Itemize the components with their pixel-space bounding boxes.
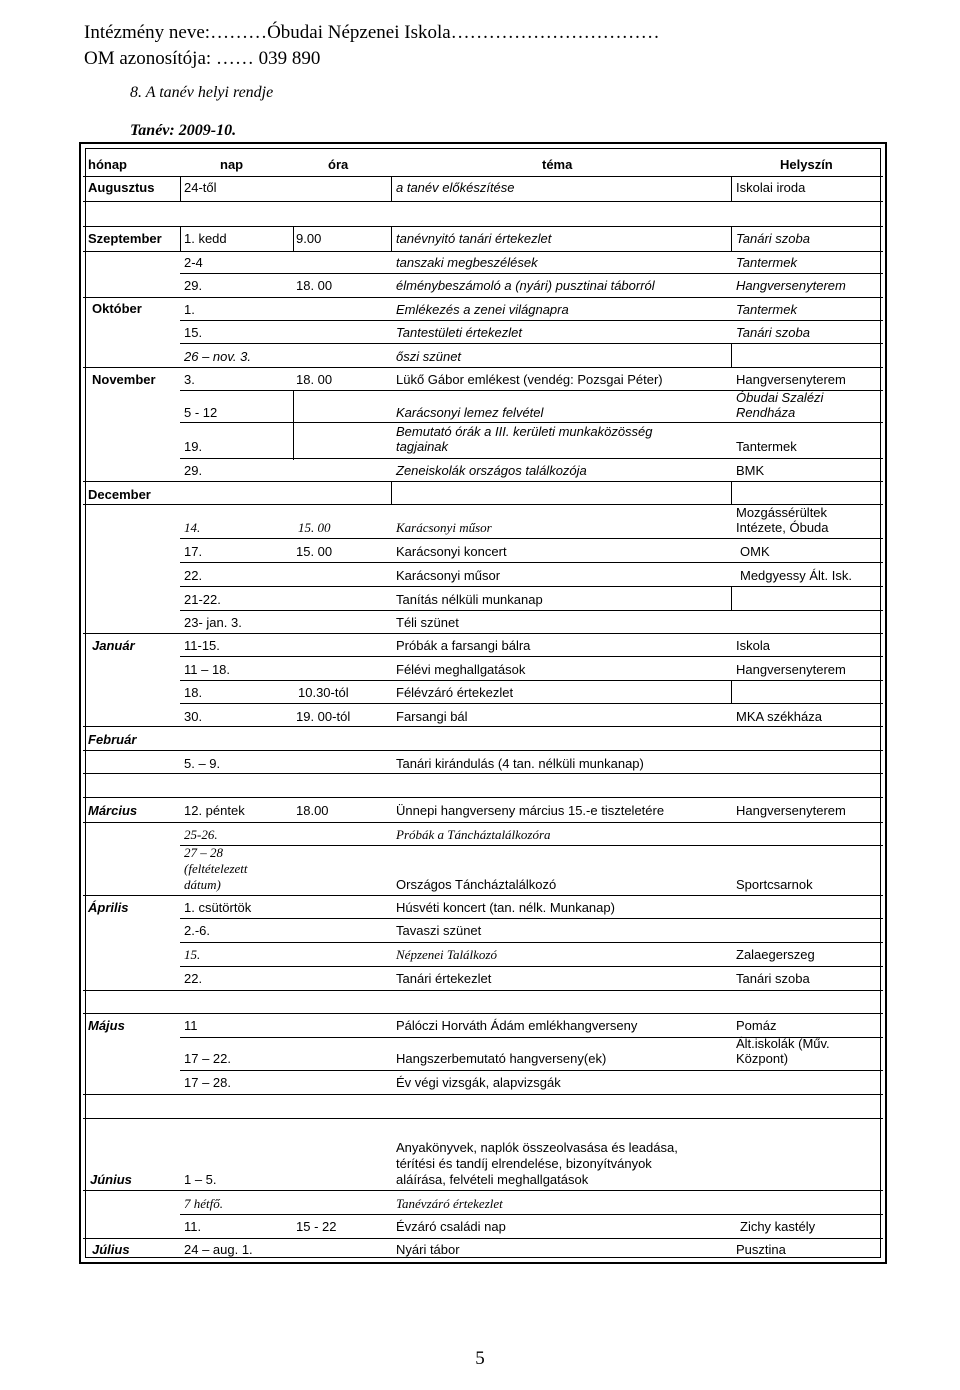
grid-line <box>293 390 294 460</box>
month-label: Február <box>88 732 137 747</box>
row-place: Intézete, Óbuda <box>736 520 829 535</box>
row-topic: Farsangi bál <box>396 709 468 724</box>
row-day: 29. <box>184 278 203 293</box>
row-place: Pusztina <box>736 1242 786 1257</box>
year-label: Tanév: 2009-10. <box>130 122 237 139</box>
row-day: 7 hétfő. <box>184 1196 223 1211</box>
row-topic: Karácsonyi műsor <box>396 568 501 583</box>
row-day: (feltételezett <box>184 861 248 876</box>
grid-line <box>83 297 883 298</box>
row-day: 5 - 12 <box>184 405 218 420</box>
section-title: 8. A tanév helyi rendje <box>130 84 274 101</box>
row-day: 18. <box>184 685 203 700</box>
row-time: 18. 00 <box>296 372 333 387</box>
month-label: Október <box>92 301 142 316</box>
row-topic: Pálóczi Horváth Ádám emlékhangverseny <box>396 1018 638 1033</box>
grid-line <box>180 1070 883 1071</box>
row-time: 19. 00-tól <box>296 709 351 724</box>
column-header-place: Helyszín <box>780 157 833 172</box>
row-topic: őszi szünet <box>396 349 462 364</box>
row-time: 15 - 22 <box>296 1219 337 1234</box>
row-place: Központ) <box>736 1051 789 1066</box>
grid-line <box>180 845 883 846</box>
month-label: Június <box>90 1172 132 1187</box>
month-label: Augusztus <box>88 180 155 195</box>
row-day: dátum) <box>184 877 221 892</box>
grid-line <box>180 320 883 321</box>
row-time: 18.00 <box>296 803 329 818</box>
grid-line <box>391 226 392 251</box>
grid-line <box>83 1190 883 1191</box>
row-place: Zalaegerszeg <box>736 947 815 962</box>
row-topic: tagjainak <box>396 439 449 454</box>
row-day: 2.-6. <box>184 923 211 938</box>
grid-line <box>180 703 883 704</box>
row-day: 30. <box>184 709 203 724</box>
grid-line <box>180 458 883 459</box>
row-topic: Tanári kirándulás (4 tan. nélküli munkanap) <box>396 756 644 771</box>
row-day: 27 – 28 <box>184 845 223 860</box>
row-topic: Év végi vizsgák, alapvizsgák <box>396 1075 561 1090</box>
grid-line <box>83 1118 883 1119</box>
row-topic: Hangszerbemutató hangverseny(ek) <box>396 1051 607 1066</box>
grid-line <box>83 226 883 227</box>
month-label: Szeptember <box>88 231 162 246</box>
row-day: 17 – 28. <box>184 1075 231 1090</box>
month-label: Március <box>88 803 138 818</box>
grid-line <box>83 633 883 634</box>
grid-line <box>83 822 883 823</box>
row-day: 19. <box>184 439 203 454</box>
grid-line <box>391 176 392 201</box>
row-topic: Tantestületi értekezlet <box>396 325 522 340</box>
row-time: 18. 00 <box>296 278 333 293</box>
page-number: 5 <box>475 1348 485 1369</box>
column-header-day: nap <box>220 157 244 172</box>
row-topic: a tanév előkészítése <box>396 180 515 195</box>
grid-line <box>180 586 883 587</box>
grid-line <box>83 201 883 202</box>
row-day: 1 – 5. <box>184 1172 217 1187</box>
row-day: 11 – 18. <box>184 662 231 677</box>
row-day: 11-15. <box>184 638 220 653</box>
row-place: Zichy kastély <box>740 1219 816 1234</box>
row-time: 15. 00 <box>296 544 333 559</box>
row-topic: Emlékezés a zenei világnapra <box>396 302 569 317</box>
grid-line <box>83 251 883 252</box>
row-day: 11. <box>184 1219 202 1234</box>
row-day: 15. <box>184 325 203 340</box>
row-day: 24 – aug. 1. <box>184 1242 253 1257</box>
row-topic: Tanévzáró értekezlet <box>396 1196 503 1211</box>
grid-line <box>180 422 883 423</box>
row-day: 12. péntek <box>184 803 245 818</box>
grid-line <box>731 586 732 610</box>
grid-line <box>180 343 883 344</box>
month-label: Április <box>88 900 129 915</box>
column-header-time: óra <box>328 157 349 172</box>
row-place: Hangversenyterem <box>736 662 846 677</box>
grid-line <box>83 726 883 727</box>
grid-line <box>731 226 732 251</box>
row-day: 1. <box>184 302 195 317</box>
row-topic: Népzenei Találkozó <box>396 947 497 962</box>
grid-line <box>293 226 294 251</box>
row-topic: Ünnepi hangverseny március 15.-e tiszteletére <box>396 803 665 818</box>
row-place: Hangversenyterem <box>736 803 846 818</box>
row-place: Pomáz <box>736 1018 777 1033</box>
row-day: 29. <box>184 463 203 478</box>
row-topic: Próbák a farsangi bálra <box>396 638 531 653</box>
row-place: Sportcsarnok <box>736 877 813 892</box>
row-topic: Országos Táncháztalálkozó <box>396 877 557 892</box>
row-topic: Húsvéti koncert (tan. nélk. Munkanap) <box>396 900 615 915</box>
month-label: November <box>92 372 156 387</box>
row-place: Hangversenyterem <box>736 372 846 387</box>
grid-line <box>180 1214 883 1215</box>
row-place: Tanári szoba <box>736 325 810 340</box>
grid-line <box>731 343 732 367</box>
row-topic: Karácsonyi műsor <box>396 520 492 535</box>
row-day: 2-4 <box>184 255 203 270</box>
row-day: 1. csütörtök <box>184 900 252 915</box>
row-place: Mozgássérültek <box>736 505 828 520</box>
row-topic: tanszaki megbeszélések <box>396 255 538 270</box>
row-place: Iskola <box>736 638 770 653</box>
grid-line <box>83 773 883 774</box>
grid-line <box>180 680 883 681</box>
grid-line <box>83 750 883 751</box>
row-topic: Téli szünet <box>396 615 459 630</box>
institution-line: Intézmény neve:………Óbudai Népzenei Iskola…………………………… <box>84 22 660 43</box>
row-time: 9.00 <box>296 231 322 246</box>
row-topic: Karácsonyi koncert <box>396 544 507 559</box>
row-topic: Tanári értekezlet <box>396 971 492 986</box>
month-label: December <box>88 487 151 502</box>
grid-line <box>731 481 732 504</box>
grid-line <box>180 918 883 919</box>
grid-line <box>391 481 392 504</box>
row-place: Tanári szoba <box>736 971 810 986</box>
row-day: 14. <box>184 520 201 535</box>
row-topic: térítési és tandíj elrendelése, bizonyítványok <box>396 1156 652 1171</box>
row-time: 15. 00 <box>298 520 331 535</box>
row-place: Rendháza <box>736 405 796 420</box>
row-place: Tantermek <box>736 439 797 454</box>
row-topic: tanévnyitó tanári értekezlet <box>396 231 552 246</box>
row-day: 17. <box>184 544 203 559</box>
row-place: Tantermek <box>736 302 797 317</box>
grid-line <box>83 895 883 896</box>
row-day: 22. <box>184 971 203 986</box>
month-label: Július <box>92 1242 130 1257</box>
row-place: Óbudai Szalézi <box>736 390 824 405</box>
row-day: 23- jan. 3. <box>184 615 242 630</box>
row-day: 24-től <box>184 180 217 195</box>
grid-line <box>83 367 883 368</box>
row-day: 11 <box>184 1018 198 1033</box>
row-topic: Anyakönyvek, naplók összeolvasása és leadása, <box>396 1140 678 1155</box>
row-topic: élménybeszámoló a (nyári) pusztinai táborról <box>396 278 655 293</box>
row-day: 22. <box>184 568 203 583</box>
row-day: 21-22. <box>184 592 221 607</box>
grid-line <box>83 797 883 798</box>
month-label: Május <box>88 1018 125 1033</box>
row-topic: Zeneiskolák országos találkozója <box>396 463 587 478</box>
month-label: Január <box>92 638 135 653</box>
row-place: Tantermek <box>736 255 797 270</box>
om-line: OM azonosítója: …… 039 890 <box>84 48 321 69</box>
row-place: MKA székháza <box>736 709 822 724</box>
grid-line <box>83 1013 883 1014</box>
grid-line <box>180 610 883 611</box>
row-topic: Tavaszi szünet <box>396 923 482 938</box>
row-topic: Bemutató órák a III. kerületi munkaközösség <box>396 424 653 439</box>
grid-line <box>180 966 883 967</box>
column-header-month: hónap <box>88 157 127 172</box>
grid-line <box>731 176 732 201</box>
header-divider <box>83 176 883 177</box>
grid-line <box>731 680 732 703</box>
grid-line <box>180 226 181 251</box>
row-place: Medgyessy Ált. Isk. <box>740 568 852 583</box>
grid-line <box>180 942 883 943</box>
row-day: 17 – 22. <box>184 1051 231 1066</box>
row-day: 1. kedd <box>184 231 227 246</box>
grid-line <box>180 176 181 201</box>
row-topic: Évzáró családi nap <box>396 1219 506 1234</box>
row-topic: aláírása, felvételi meghallgatások <box>396 1172 589 1187</box>
row-place: Iskolai iroda <box>736 180 806 195</box>
row-topic: Nyári tábor <box>396 1242 460 1257</box>
row-place: Hangversenyterem <box>736 278 846 293</box>
row-place: Ált.iskolák (Műv. <box>736 1036 830 1051</box>
grid-line <box>83 1238 883 1239</box>
column-header-topic: téma <box>542 157 573 172</box>
row-topic: Lükő Gábor emlékest (vendég: Pozsgai Péter) <box>396 372 663 387</box>
row-topic: Tanítás nélküli munkanap <box>396 592 543 607</box>
row-topic: Próbák a Táncháztalálkozóra <box>396 827 551 842</box>
row-topic: Félévzáró értekezlet <box>396 685 514 700</box>
row-day: 15. <box>184 947 201 962</box>
row-day: 25-26. <box>184 827 218 842</box>
row-day: 3. <box>184 372 195 387</box>
grid-line <box>83 481 883 482</box>
row-place: BMK <box>736 463 765 478</box>
grid-line <box>83 990 883 991</box>
grid-line <box>180 656 883 657</box>
row-topic: Karácsonyi lemez felvétel <box>396 405 544 420</box>
row-place: OMK <box>740 544 770 559</box>
row-day: 26 – nov. 3. <box>184 349 251 364</box>
row-time: 10.30-tól <box>298 685 349 700</box>
row-topic: Félévi meghallgatások <box>396 662 526 677</box>
grid-line <box>180 562 883 563</box>
grid-line <box>180 538 883 539</box>
grid-line <box>180 273 883 274</box>
grid-line <box>83 1094 883 1095</box>
row-day: 5. – 9. <box>184 756 221 771</box>
row-place: Tanári szoba <box>736 231 810 246</box>
